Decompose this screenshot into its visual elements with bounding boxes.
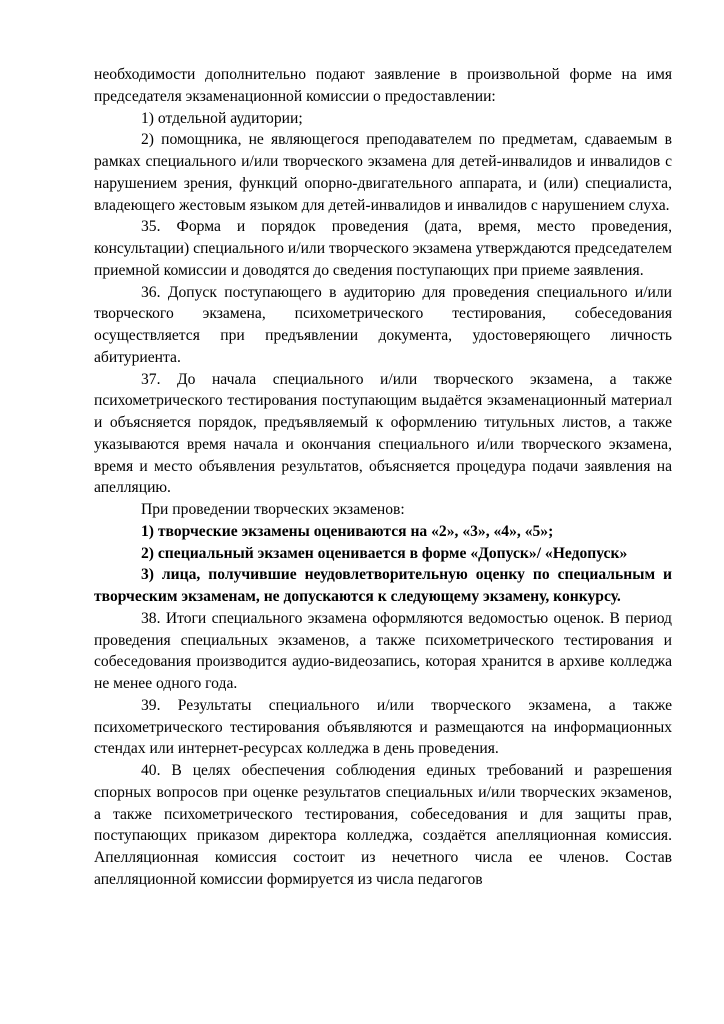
document-body <box>94 64 672 891</box>
clause-38: 38. Итоги специального экзамена оформляются ведомостью оценок. В период проведения специальных экзаменов, а также психометрического тестирования и собеседования производится аудио-видеозапись, которая хранится в архиве колледжа не менее одного года. <box>94 609 672 692</box>
clause-36: 36. Допуск поступающего в аудиторию для проведения специального и/или творческого экзамена, психометрического тестирования, собеседования осуществляется при предъявлении документа, удостоверяющего личность абитуриента. <box>94 283 672 366</box>
creative-exams-rule-3: 3) лица, получившие неудовлетворительную оценку по специальным и творческим экзаменам, не допускаются к следующему экзамену, конкурсу. <box>94 566 672 605</box>
clause-40: 40. В целях обеспечения соблюдения единых требований и разрешения спорных вопросов при оценке результатов специальных и/или творческих экзаменов, а также психометрического тестирования, собеседования и для защиты прав, поступающих приказом директора колледжа, создаётся апелляционная комиссия. Апелляционная комиссия состоит из нечетного числа ее членов. Состав апелляционной комиссии формируется из числа педагогов <box>94 762 672 888</box>
clause-35: 35. Форма и порядок проведения (дата, время, место проведения, консультации) специального и/или творческого экзамена утверждаются председателем приемной комиссии и доводятся до сведения поступающих при приеме заявления. <box>94 218 672 279</box>
creative-exams-intro: При проведении творческих экзаменов: <box>141 501 405 518</box>
creative-exams-rule-1: 1) творческие экзамены оцениваются на «2», «3», «4», «5»; <box>141 522 554 540</box>
creative-exams-rule-2: 2) специальный экзамен оценивается в форме «Допуск»/ «Недопуск» <box>141 544 628 562</box>
clause-37: 37. До начала специального и/или творческого экзамена, а также психометрического тестирования поступающим выдаётся экзаменационный материал и объясняется порядок, предъявляемый к оформлению титульных листов, а также указываются время начала и окончания специального и/или творческого экзамена, время и место объявления результатов, объясняется процедура подачи заявления на апелляцию. <box>94 370 672 497</box>
clause-39: 39. Результаты специального и/или творческого экзамена, а также психометрического тестирования объявляются и размещаются на информационных стендах или интернет-ресурсах колледжа в день проведения. <box>94 696 672 758</box>
paragraph-intro-continuation: необходимости дополнительно подают заявление в произвольной форме на имя председателя экзаменационной комиссии о предоставлении: <box>94 66 672 105</box>
list-item-separate-room: 1) отдельной аудитории; <box>141 109 303 127</box>
list-item-assistant: 2) помощника, не являющегося преподавателем по предметам, сдаваемым в рамках специального и/или творческого экзамена для детей-инвалидов и инвалидов с нарушением зрения, функций опорно-двигательного аппарата, и (или) специалиста, владеющего жестовым языком для детей-инвалидов и инвалидов с нарушением слуха. <box>94 131 672 214</box>
